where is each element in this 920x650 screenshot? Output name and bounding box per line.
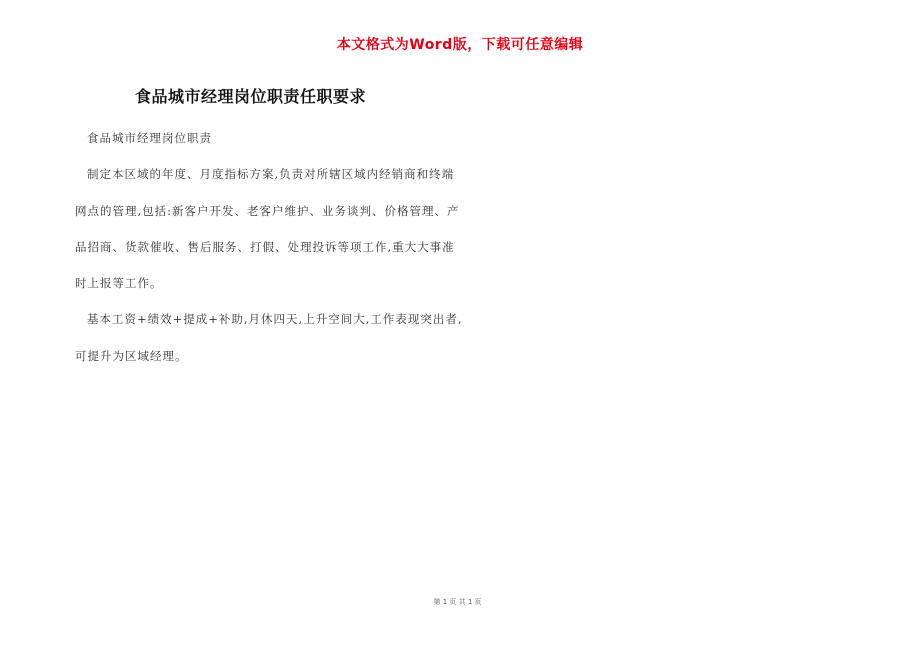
page-number: 第 1 页 共 1 页 bbox=[433, 598, 482, 606]
paragraph-line: 品招商、货款催收、售后服务、打假、处理投诉等项工作,重大大事准 bbox=[75, 239, 455, 254]
document-title: 食品城市经理岗位职责任职要求 bbox=[135, 87, 367, 106]
paragraph-line: 制定本区域的年度、月度指标方案,负责对所辖区域内经销商和终端 bbox=[87, 167, 455, 182]
paragraph-line: 基本工资+绩效+提成+补助,月休四天,上升空间大,工作表现突出者, bbox=[87, 312, 463, 327]
paragraph-line: 时上报等工作。 bbox=[75, 276, 163, 291]
paragraph-line: 可提升为区域经理。 bbox=[75, 348, 188, 363]
section-heading: 食品城市经理岗位职责 bbox=[87, 131, 212, 145]
document-banner: 本文格式为Word版，下载可任意编辑 bbox=[336, 37, 584, 53]
document-body bbox=[75, 128, 463, 382]
paragraph-line: 网点的管理,包括:新客户开发、老客户维护、业务谈判、价格管理、产 bbox=[75, 203, 460, 218]
